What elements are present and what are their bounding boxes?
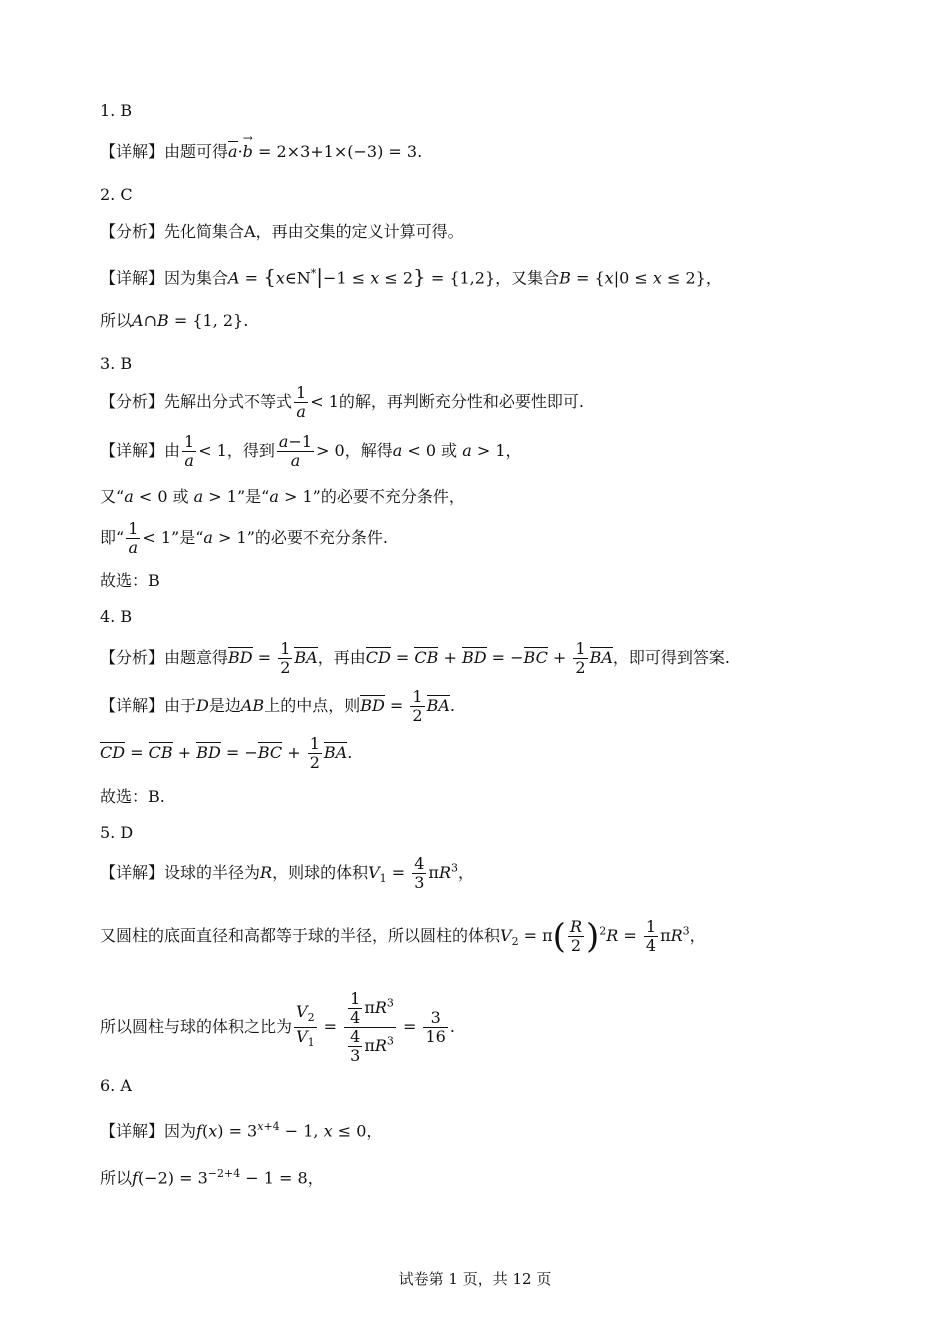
- q5-line2: 又圆柱的底面直径和高都等于球的半径，所以圆柱的体积$V_2 = \pi$( $\frac{R}{2}$ )$^2$R = $\frac{1}{4}$ $\pi R^3$，: [100, 916, 706, 957]
- item-number: 1. B: [100, 101, 133, 120]
- q2-analysis: 【分析】先化简集合A，再由交集的定义计算可得。: [100, 222, 464, 241]
- q3-line4: 即“ $\frac{1}{a}$ < 1”是“a > 1”的必要不充分条件.: [100, 519, 389, 557]
- item-number: 3. B: [100, 354, 133, 373]
- q3-choice: 故选：B: [100, 571, 160, 590]
- q5-detail: 【详解】设球的半径为R，则球的体积$V_1$ = $\frac{4}{3}$ $\pi R^3$，: [100, 854, 474, 892]
- q2-conclusion: 所以A∩B = {1, 2}.: [100, 311, 249, 330]
- q6-line2: 所以$f(-2) = 3^{-2+4} - 1 = 8$，: [100, 1167, 324, 1188]
- q4-analysis: 【分析】由题意得BD = $\frac{1}{2}$ BA，再由CD = CB + BD = −BC + $\frac{1}{2}$ BA，即可得到答案.: [100, 639, 730, 677]
- q6-detail: 【详解】因为$f(x) = 3^{x+4} - 1$, x ≤ 0，: [100, 1120, 383, 1141]
- q1-detail: 【详解】由题可得a·→ b = 2×3+1×(−3) = 3.: [100, 141, 422, 163]
- q3-analysis: 【分析】先解出分式不等式 $\frac{1}{a}$ < 1的解，再判断充分性和必要性即可.: [100, 383, 584, 421]
- page-footer: 试卷第 1 页，共 12 页: [398, 1270, 552, 1288]
- q4-choice: 故选：B.: [100, 787, 165, 806]
- item-number: 2. C: [100, 185, 133, 204]
- q5-line3: 所以圆柱与球的体积之比为 $\frac{V_2}{V_1}$ = $\frac{1}{4}$ $\pi R^3$ $\frac{4}{3}$ $\pi R^3$ = $\frac{3}{16}$ .: [100, 989, 455, 1065]
- detail-label: 【详解】: [100, 142, 165, 161]
- q3-detail: 【详解】由 $\frac{1}{a}$ < 1，得到 $\frac{a-1}{a}$ > 0，解得a < 0 或 a > 1，: [100, 432, 522, 470]
- q3-line3: 又“a < 0 或 a > 1”是“a > 1”的必要不充分条件，: [100, 487, 465, 506]
- item-number: 4. B: [100, 607, 133, 626]
- item-number: 6. A: [100, 1076, 132, 1095]
- item-number: 5. D: [100, 823, 134, 842]
- q4-detail: 【详解】由于D是边AB上的中点，则BD = $\frac{1}{2}$ BA.: [100, 687, 455, 725]
- q4-equation: CD = CB + BD = −BC + $\frac{1}{2}$ BA.: [100, 734, 353, 772]
- q2-detail: 【详解】因为集合A = {x∈N*|−1 ≤ x ≤ 2} = {1,2}，又集合B = {x|0 ≤ x ≤ 2}，: [100, 264, 722, 289]
